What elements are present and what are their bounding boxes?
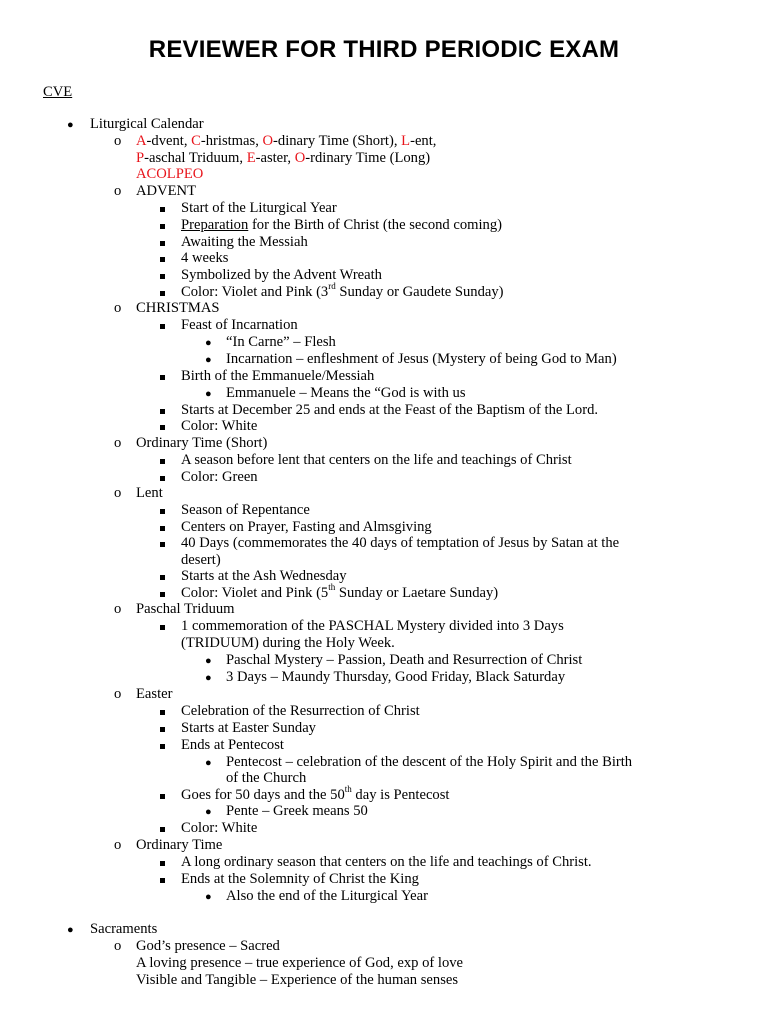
gods-presence: God’s presence – Sacred — [136, 938, 280, 954]
square-marker — [160, 787, 165, 804]
sacraments-line: Visible and Tangible – Experience of the human senses — [136, 972, 459, 988]
advent-color: Color: Violet and Pink (3rd Sunday or Gaudete Sunday) — [181, 281, 504, 300]
square-marker — [160, 618, 165, 635]
ordinary-long-item: A long ordinary season that centers on the life and teachings of Christ. — [181, 854, 592, 870]
circle-marker: o — [114, 686, 122, 702]
square-marker — [160, 234, 165, 251]
paschal-subitem: 3 Days – Maundy Thursday, Good Friday, Black Saturday — [226, 669, 566, 685]
christmas-item: Starts at December 25 and ends at the Feast of the Baptism of the Lord. — [181, 402, 599, 418]
christmas-item: Feast of Incarnation — [181, 317, 298, 333]
easter-subitem: Pente – Greek means 50 — [226, 803, 368, 819]
square-marker — [160, 250, 165, 267]
paschal-item-continued: (TRIDUUM) during the Holy Week. — [181, 635, 395, 651]
ordinary-short-item: Color: Green — [181, 469, 258, 485]
ordinary-short-label: Ordinary Time (Short) — [136, 435, 268, 451]
easter-item: Goes for 50 days and the 50th day is Pentecost — [181, 784, 450, 803]
lent-label: Lent — [136, 485, 163, 501]
square-marker — [160, 200, 165, 217]
advent-item: Start of the Liturgical Year — [181, 200, 337, 216]
liturgical-calendar-heading: Liturgical Calendar — [90, 116, 204, 132]
circle-marker: o — [114, 300, 122, 316]
easter-item: Color: White — [181, 820, 258, 836]
lent-item: Season of Repentance — [181, 502, 310, 518]
bullet-marker: ● — [205, 337, 212, 349]
seasons-line-1: A-dvent, C-hristmas, O-dinary Time (Short), L-ent, — [136, 133, 437, 149]
square-marker — [160, 703, 165, 720]
document-title: REVIEWER FOR THIRD PERIODIC EXAM — [148, 36, 620, 63]
square-marker — [160, 585, 165, 602]
square-marker — [160, 519, 165, 536]
square-marker — [160, 368, 165, 385]
square-marker — [160, 820, 165, 837]
easter-item: Ends at Pentecost — [181, 737, 284, 753]
ordinary-long-label: Ordinary Time — [136, 837, 223, 853]
square-marker — [160, 217, 165, 234]
easter-subitem-continued: of the Church — [226, 770, 307, 786]
acronym: ACOLPEO — [136, 166, 204, 182]
square-marker — [160, 737, 165, 754]
bullet-marker: ● — [67, 924, 74, 936]
square-marker — [160, 267, 165, 284]
advent-label: ADVENT — [136, 183, 196, 199]
sacraments-line: A loving presence – true experience of God, exp of love — [136, 955, 464, 971]
section-cve: CVE — [43, 84, 73, 100]
sacraments-heading: Sacraments — [90, 921, 158, 937]
circle-marker: o — [114, 601, 122, 617]
square-marker — [160, 568, 165, 585]
lent-item: Centers on Prayer, Fasting and Almsgiving — [181, 519, 432, 535]
ordinary-short-item: A season before lent that centers on the life and teachings of Christ — [181, 452, 572, 468]
square-marker — [160, 317, 165, 334]
advent-item: Awaiting the Messiah — [181, 234, 308, 250]
lent-item-continued: desert) — [181, 552, 221, 568]
square-marker — [160, 418, 165, 435]
bullet-marker: ● — [205, 806, 212, 818]
advent-item: Symbolized by the Advent Wreath — [181, 267, 382, 283]
circle-marker: o — [114, 938, 122, 954]
circle-marker: o — [114, 133, 122, 149]
bullet-marker: ● — [205, 388, 212, 400]
circle-marker: o — [114, 485, 122, 501]
circle-marker: o — [114, 837, 122, 853]
bullet-marker: ● — [205, 672, 212, 684]
square-marker — [160, 535, 165, 552]
lent-item: Starts at the Ash Wednesday — [181, 568, 347, 584]
square-marker — [160, 720, 165, 737]
square-marker — [160, 502, 165, 519]
lent-item: 40 Days (commemorates the 40 days of temptation of Jesus by Satan at the — [181, 535, 620, 551]
bullet-marker: ● — [205, 757, 212, 769]
square-marker — [160, 284, 165, 301]
easter-subitem: Pentecost – celebration of the descent of the Holy Spirit and the Birth — [226, 754, 633, 770]
easter-item: Starts at Easter Sunday — [181, 720, 316, 736]
square-marker — [160, 854, 165, 871]
christmas-subitem: Emmanuele – Means the “God is with us — [226, 385, 466, 401]
square-marker — [160, 871, 165, 888]
bullet-marker: ● — [205, 891, 212, 903]
lent-color: Color: Violet and Pink (5th Sunday or Laetare Sunday) — [181, 582, 499, 601]
bullet-marker: ● — [67, 119, 74, 131]
christmas-item: Color: White — [181, 418, 258, 434]
advent-item: 4 weeks — [181, 250, 229, 266]
easter-label: Easter — [136, 686, 173, 702]
christmas-subitem: “In Carne” – Flesh — [226, 334, 336, 350]
bullet-marker: ● — [205, 354, 212, 366]
square-marker — [160, 402, 165, 419]
ordinary-long-subitem: Also the end of the Liturgical Year — [226, 888, 428, 904]
square-marker — [160, 469, 165, 486]
bullet-marker: ● — [205, 655, 212, 667]
paschal-subitem: Paschal Mystery – Passion, Death and Resurrection of Christ — [226, 652, 583, 668]
paschal-item: 1 commemoration of the PASCHAL Mystery divided into 3 Days — [181, 618, 564, 634]
circle-marker: o — [114, 435, 122, 451]
easter-item: Celebration of the Resurrection of Christ — [181, 703, 420, 719]
ordinary-long-item: Ends at the Solemnity of Christ the King — [181, 871, 419, 887]
paschal-label: Paschal Triduum — [136, 601, 235, 617]
christmas-item: Birth of the Emmanuele/Messiah — [181, 368, 375, 384]
circle-marker: o — [114, 183, 122, 199]
christmas-subitem: Incarnation – enfleshment of Jesus (Mystery of being God to Man) — [226, 351, 617, 367]
advent-item: Preparation for the Birth of Christ (the second coming) — [181, 217, 503, 233]
christmas-label: CHRISTMAS — [136, 300, 220, 316]
seasons-line-2: P-aschal Triduum, E-aster, O-rdinary Time (Long) — [136, 150, 431, 166]
square-marker — [160, 452, 165, 469]
